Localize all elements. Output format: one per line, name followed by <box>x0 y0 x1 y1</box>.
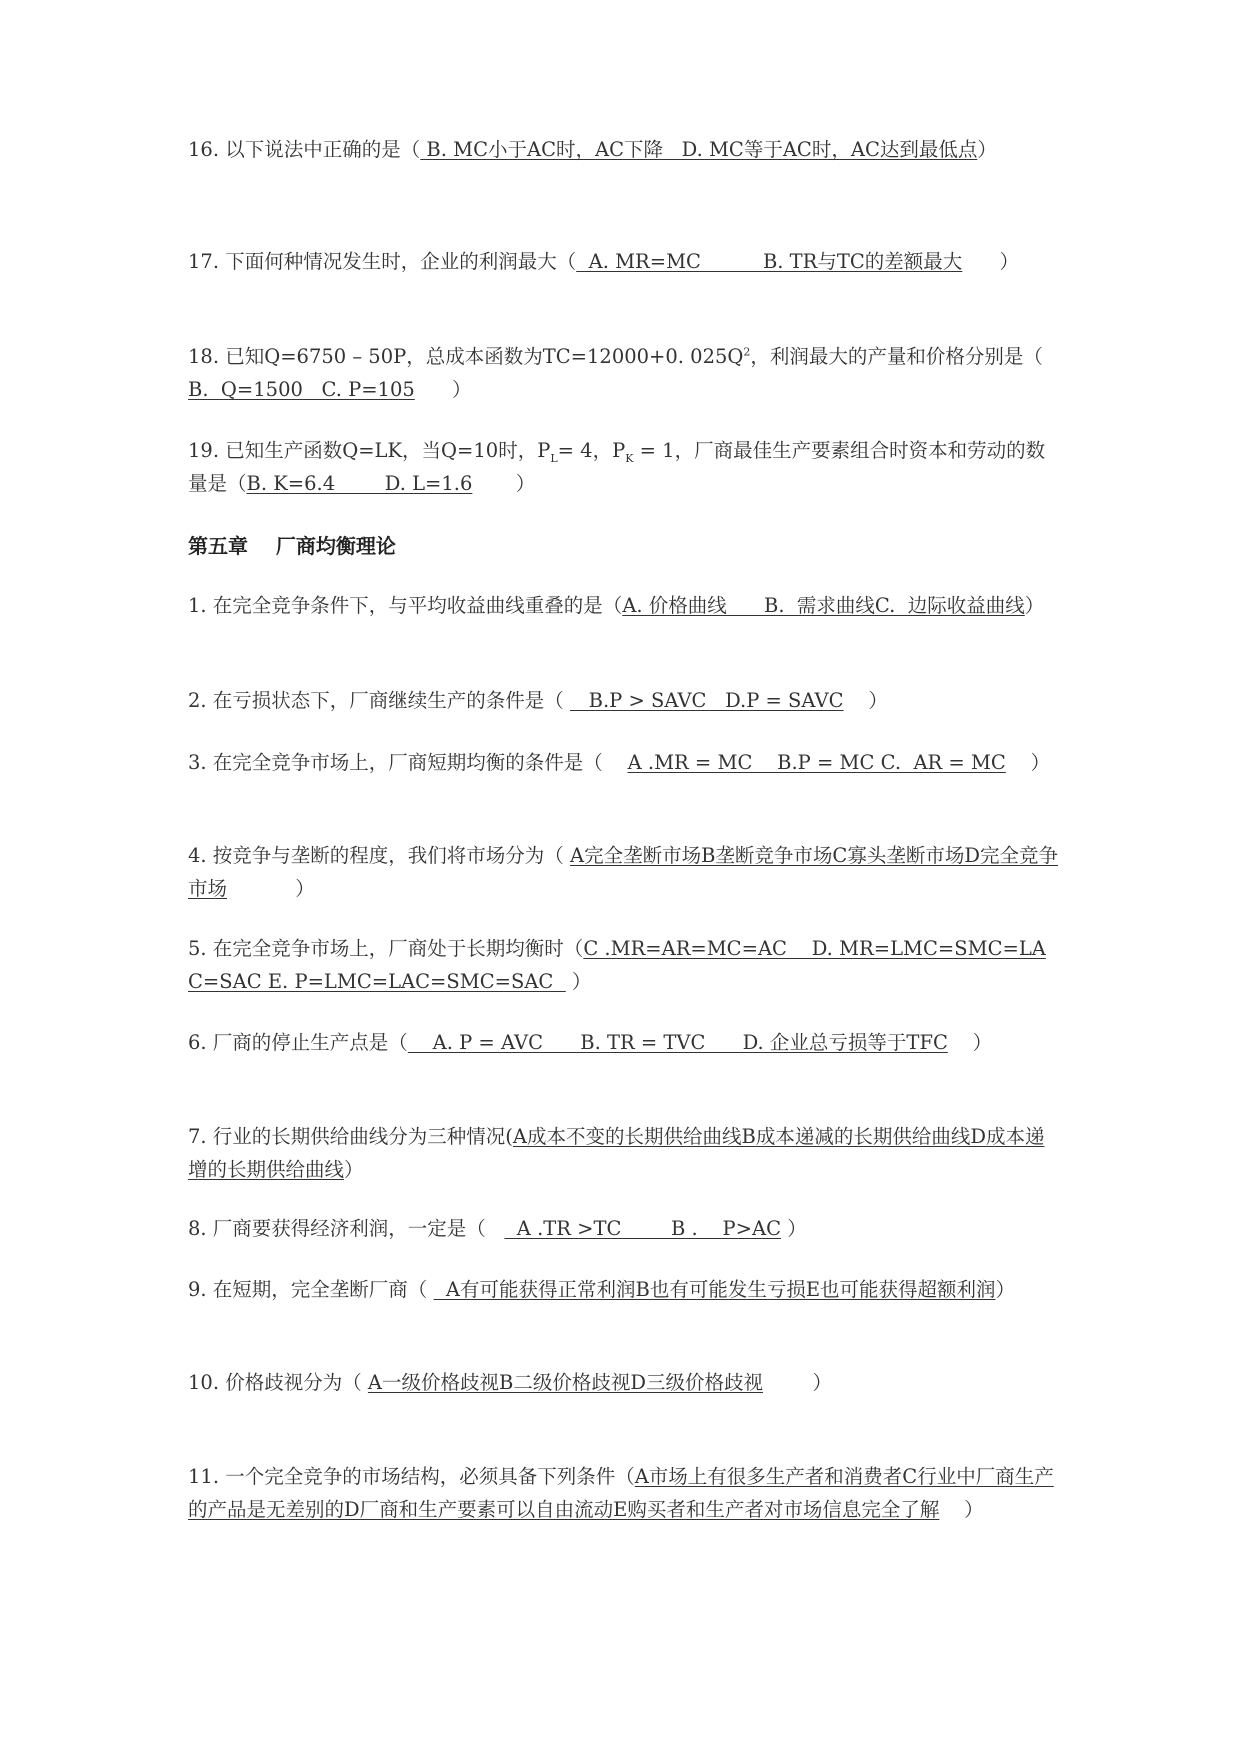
answer-19: B. K=6.4 D. L=1.6 <box>246 472 473 495</box>
answer-c8: A .TR >TC B . P>AC <box>504 1217 782 1240</box>
question-18: 18. 已知Q=6750 – 50P，总成本函数为TC=12000+0. $025Q^2$，利润最大的产量和价格分别是（ B. Q=1500 C. P=105 ） <box>188 345 1050 401</box>
answer-c6: A. P = AVC B. TR = TVC D. 企业总亏损等于TFC <box>407 1031 948 1054</box>
chapter5-question-3: 3. 在完全竞争市场上，厂商短期均衡的条件是（ A .MR = MC B.P = MC C. AR = MC ） <box>188 751 1051 774</box>
answer-c5: C .MR=AR=MC=AC D. MR=LMC=SMC=LAC=SAC E. P=LMC=LAC=SMC=SAC <box>188 937 1046 993</box>
chapter5-question-4: 4. 按竞争与垄断的程度，我们将市场分为（ A完全垄断市场B垄断竞争市场C寡头垄断市场D完全竞争市场 ） <box>188 844 1058 900</box>
chapter5-question-7: 7. 行业的长期供给曲线分为三种情况(A成本不变的长期供给曲线B成本递减的长期供给曲线D成本递增的长期供给曲线） <box>188 1125 1045 1181</box>
chapter5-question-9: 9. 在短期，完全垄断厂商（ A有可能获得正常利润B也有可能发生亏损E也可能获得超额利润） <box>188 1278 1016 1301</box>
answer-c1: A. 价格曲线 B. 需求曲线C. 边际收益曲线 <box>622 594 1025 617</box>
answer-c7: A成本不变的长期供给曲线B成本递减的长期供给曲线D成本递增的长期供给曲线 <box>188 1125 1045 1181</box>
answer-c11: A市场上有很多生产者和消费者C行业中厂商生产的产品是无差别的D厂商和生产要素可以自由流动E购买者和生产者对市场信息完全了解 <box>188 1465 1054 1521</box>
answer-16: B. MC小于AC时，AC下降 D. MC等于AC时，AC达到最低点 <box>420 138 978 161</box>
answer-c2: B.P > SAVC D.P = SAVC <box>570 689 844 712</box>
answer-c9: A有可能获得正常利润B也有可能发生亏损E也可能获得超额利润 <box>433 1278 996 1301</box>
answer-c3: A .MR = MC B.P = MC C. AR = MC <box>627 751 1006 774</box>
chapter5-question-2: 2. 在亏损状态下，厂商继续生产的条件是（ B.P > SAVC D.P = SAVC ） <box>188 689 888 712</box>
chapter5-question-11: 11. 一个完全竞争的市场结构，必须具备下列条件（A市场上有很多生产者和消费者C行业中厂商生产的产品是无差别的D厂商和生产要素可以自由流动E购买者和生产者对市场信息完全了解 ） <box>188 1465 1054 1521</box>
answer-17: A. MR=MC B. TR与TC的差额最大 <box>576 250 963 273</box>
chapter5-question-8: 8. 厂商要获得经济利润，一定是（ A .TR >TC B . P>AC ） <box>188 1217 807 1240</box>
chapter5-question-6: 6. 厂商的停止生产点是（ A. P = AVC B. TR = TVC D. 企业总亏损等于TFC ） <box>188 1031 993 1054</box>
chapter-heading: 第五章 厂商均衡理论 <box>188 534 396 558</box>
question-16: 16. 以下说法中正确的是（ B. MC小于AC时，AC下降 D. MC等于AC时，AC达到最低点） <box>188 138 997 161</box>
chapter5-question-1: 1. 在完全竞争条件下，与平均收益曲线重叠的是（A. 价格曲线 B. 需求曲线C. 边际收益曲线） <box>188 594 1045 617</box>
answer-c10: A一级价格歧视B二级价格歧视D三级价格歧视 <box>367 1371 763 1394</box>
answer-18: B. Q=1500 C. P=105 <box>188 378 415 401</box>
chapter5-question-5: 5. 在完全竞争市场上，厂商处于长期均衡时（C .MR=AR=MC=AC D. MR=LMC=SMC=LAC=SAC E. P=LMC=LAC=SMC=SAC ） <box>188 937 1046 993</box>
question-19: 19. 已知生产函数Q=LK，当Q=10时，$P_L= 4$，$P_K = 1$，厂商最佳生产要素组合时资本和劳动的数量是（B. K=6.4 D. L=1.6 ） <box>188 439 1046 495</box>
answer-c4: A完全垄断市场B垄断竞争市场C寡头垄断市场D完全竞争市场 <box>188 844 1058 900</box>
question-17: 17. 下面何种情况发生时，企业的利润最大（ A. MR=MC B. TR与TC的差额最大 ） <box>188 250 1019 273</box>
chapter5-question-10: 10. 价格歧视分为（ A一级价格歧视B二级价格歧视D三级价格歧视 ） <box>188 1371 833 1394</box>
